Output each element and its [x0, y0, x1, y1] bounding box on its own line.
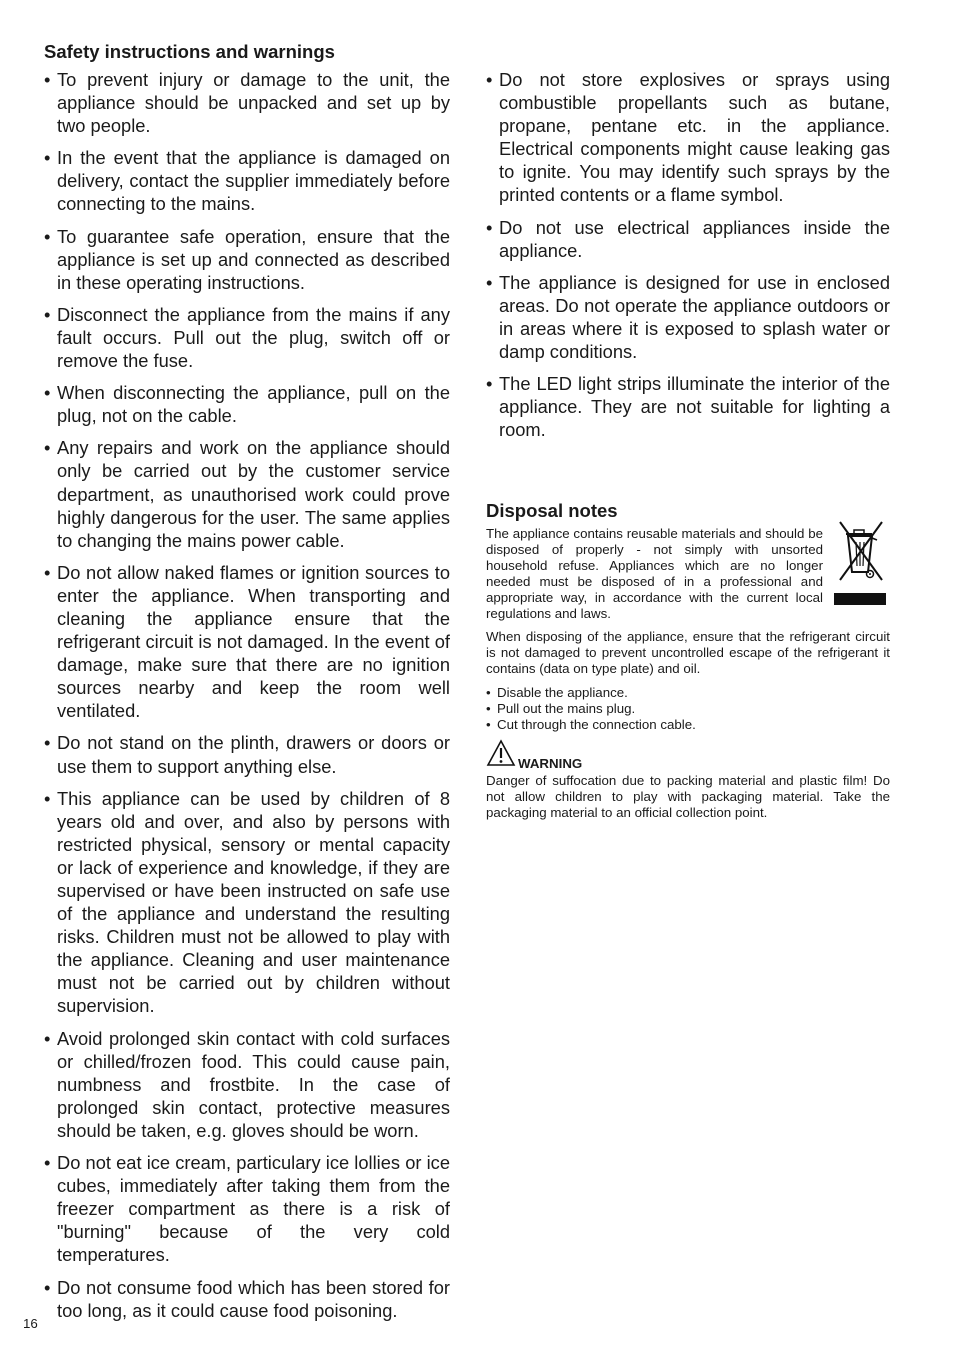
bin-underline-bar	[834, 593, 886, 605]
list-item: • The LED light strips illuminate the interior of the appliance. They are not suitable for lighting a room.	[486, 372, 890, 441]
list-item: • When disconnecting the appliance, pull on the plug, not on the cable.	[44, 381, 450, 427]
warning-text: Danger of suffocation due to packing material and plastic film! Do not allow children to play with packaging material. Take the packaging material to an official collection point.	[486, 772, 890, 820]
warning-triangle-icon	[486, 739, 516, 772]
list-item: • Pull out the mains plug.	[486, 701, 890, 717]
list-item: • The appliance is designed for use in enclosed areas. Do not operate the appliance outdoors or in areas where it is exposed to splash water or damp conditions.	[486, 271, 890, 363]
list-item: • Any repairs and work on the appliance should only be carried out by the customer service department, as unauthorised work could prove highly dangerous for the user. The same applies to changing the mains power cable.	[44, 436, 450, 551]
warning-label: WARNING	[518, 755, 583, 771]
safety-right-column	[486, 68, 890, 450]
crossed-out-wheelie-bin-icon	[832, 518, 890, 605]
list-item: • Do not stand on the plinth, drawers or doors or use them to support anything else.	[44, 731, 450, 777]
refrigerant-note: When disposing of the appliance, ensure that the refrigerant circuit is not damaged to prevent uncontrolled escape of the refrigerant it contains (data on type plate) and oil.	[486, 628, 890, 676]
disposal-steps	[486, 685, 890, 734]
list-item: • This appliance can be used by children of 8 years old and over, and also by persons with restricted physical, sensory or mental capacity or lack of experience and knowledge, if they are supervised or have been instructed on safe use of the appliance and understand the resulting risks. Children must not be allowed to play with the appliance. Cleaning and user maintenance must not be carried out by children without supervision.	[44, 787, 450, 1018]
list-item: • To prevent injury or damage to the unit, the appliance should be unpacked and set up by two people.	[44, 68, 450, 137]
safety-list-left	[44, 68, 450, 1322]
list-item: • Do not use electrical appliances inside the appliance.	[486, 216, 890, 262]
list-item: • Do not store explosives or sprays using combustible propellants such as butane, propane, pentane etc. in the appliance. Electrical components might cause leaking gas to ignite. You may identify such sprays by the printed contents or a flame symbol.	[486, 68, 890, 207]
safety-title: Safety instructions and warnings	[44, 41, 335, 62]
disposal-title: Disposal notes	[486, 500, 618, 521]
disposal-intro-row	[486, 526, 890, 623]
safety-list-right	[486, 68, 890, 441]
list-item: • To guarantee safe operation, ensure that the appliance is set up and connected as described in these operating instructions.	[44, 225, 450, 294]
list-item: • Disable the appliance.	[486, 685, 890, 701]
list-item: • In the event that the appliance is damaged on delivery, contact the supplier immediately before connecting to the mains.	[44, 146, 450, 215]
warning-heading	[486, 744, 890, 772]
page-number: 16	[23, 1316, 38, 1331]
disposal-section	[486, 499, 890, 821]
list-item: • Do not consume food which has been stored for too long, as it could cause food poisoning.	[44, 1276, 450, 1322]
list-item: • Do not allow naked flames or ignition sources to enter the appliance. When transporting and cleaning the appliance ensure that the refrigerant circuit is not damaged. In the event of damage, make sure that there are no ignition sources nearby and keep the room well ventilated.	[44, 561, 450, 723]
list-item: • Cut through the connection cable.	[486, 717, 890, 733]
list-item: • Disconnect the appliance from the mains if any fault occurs. Pull out the plug, switch off or remove the fuse.	[44, 303, 450, 372]
list-item: • Do not eat ice cream, particulary ice lollies or ice cubes, immediately after taking them from the freezer compartment as there is a risk of "burning" because of the very cold temperatures.	[44, 1151, 450, 1266]
disposal-intro: The appliance contains reusable materials and should be disposed of properly - not simply with unsorted household refuse. Appliances which are no longer needed must be disposed of in a professional and appropriate way, in accordance with the current local regulations and laws.	[486, 526, 823, 622]
safety-left-column	[44, 40, 450, 1331]
list-item: • Avoid prolonged skin contact with cold surfaces or chilled/frozen food. This could cause pain, numbness and frostbite. In the case of prolonged skin contact, protective measures should be taken, e.g. gloves should be worn.	[44, 1027, 450, 1142]
